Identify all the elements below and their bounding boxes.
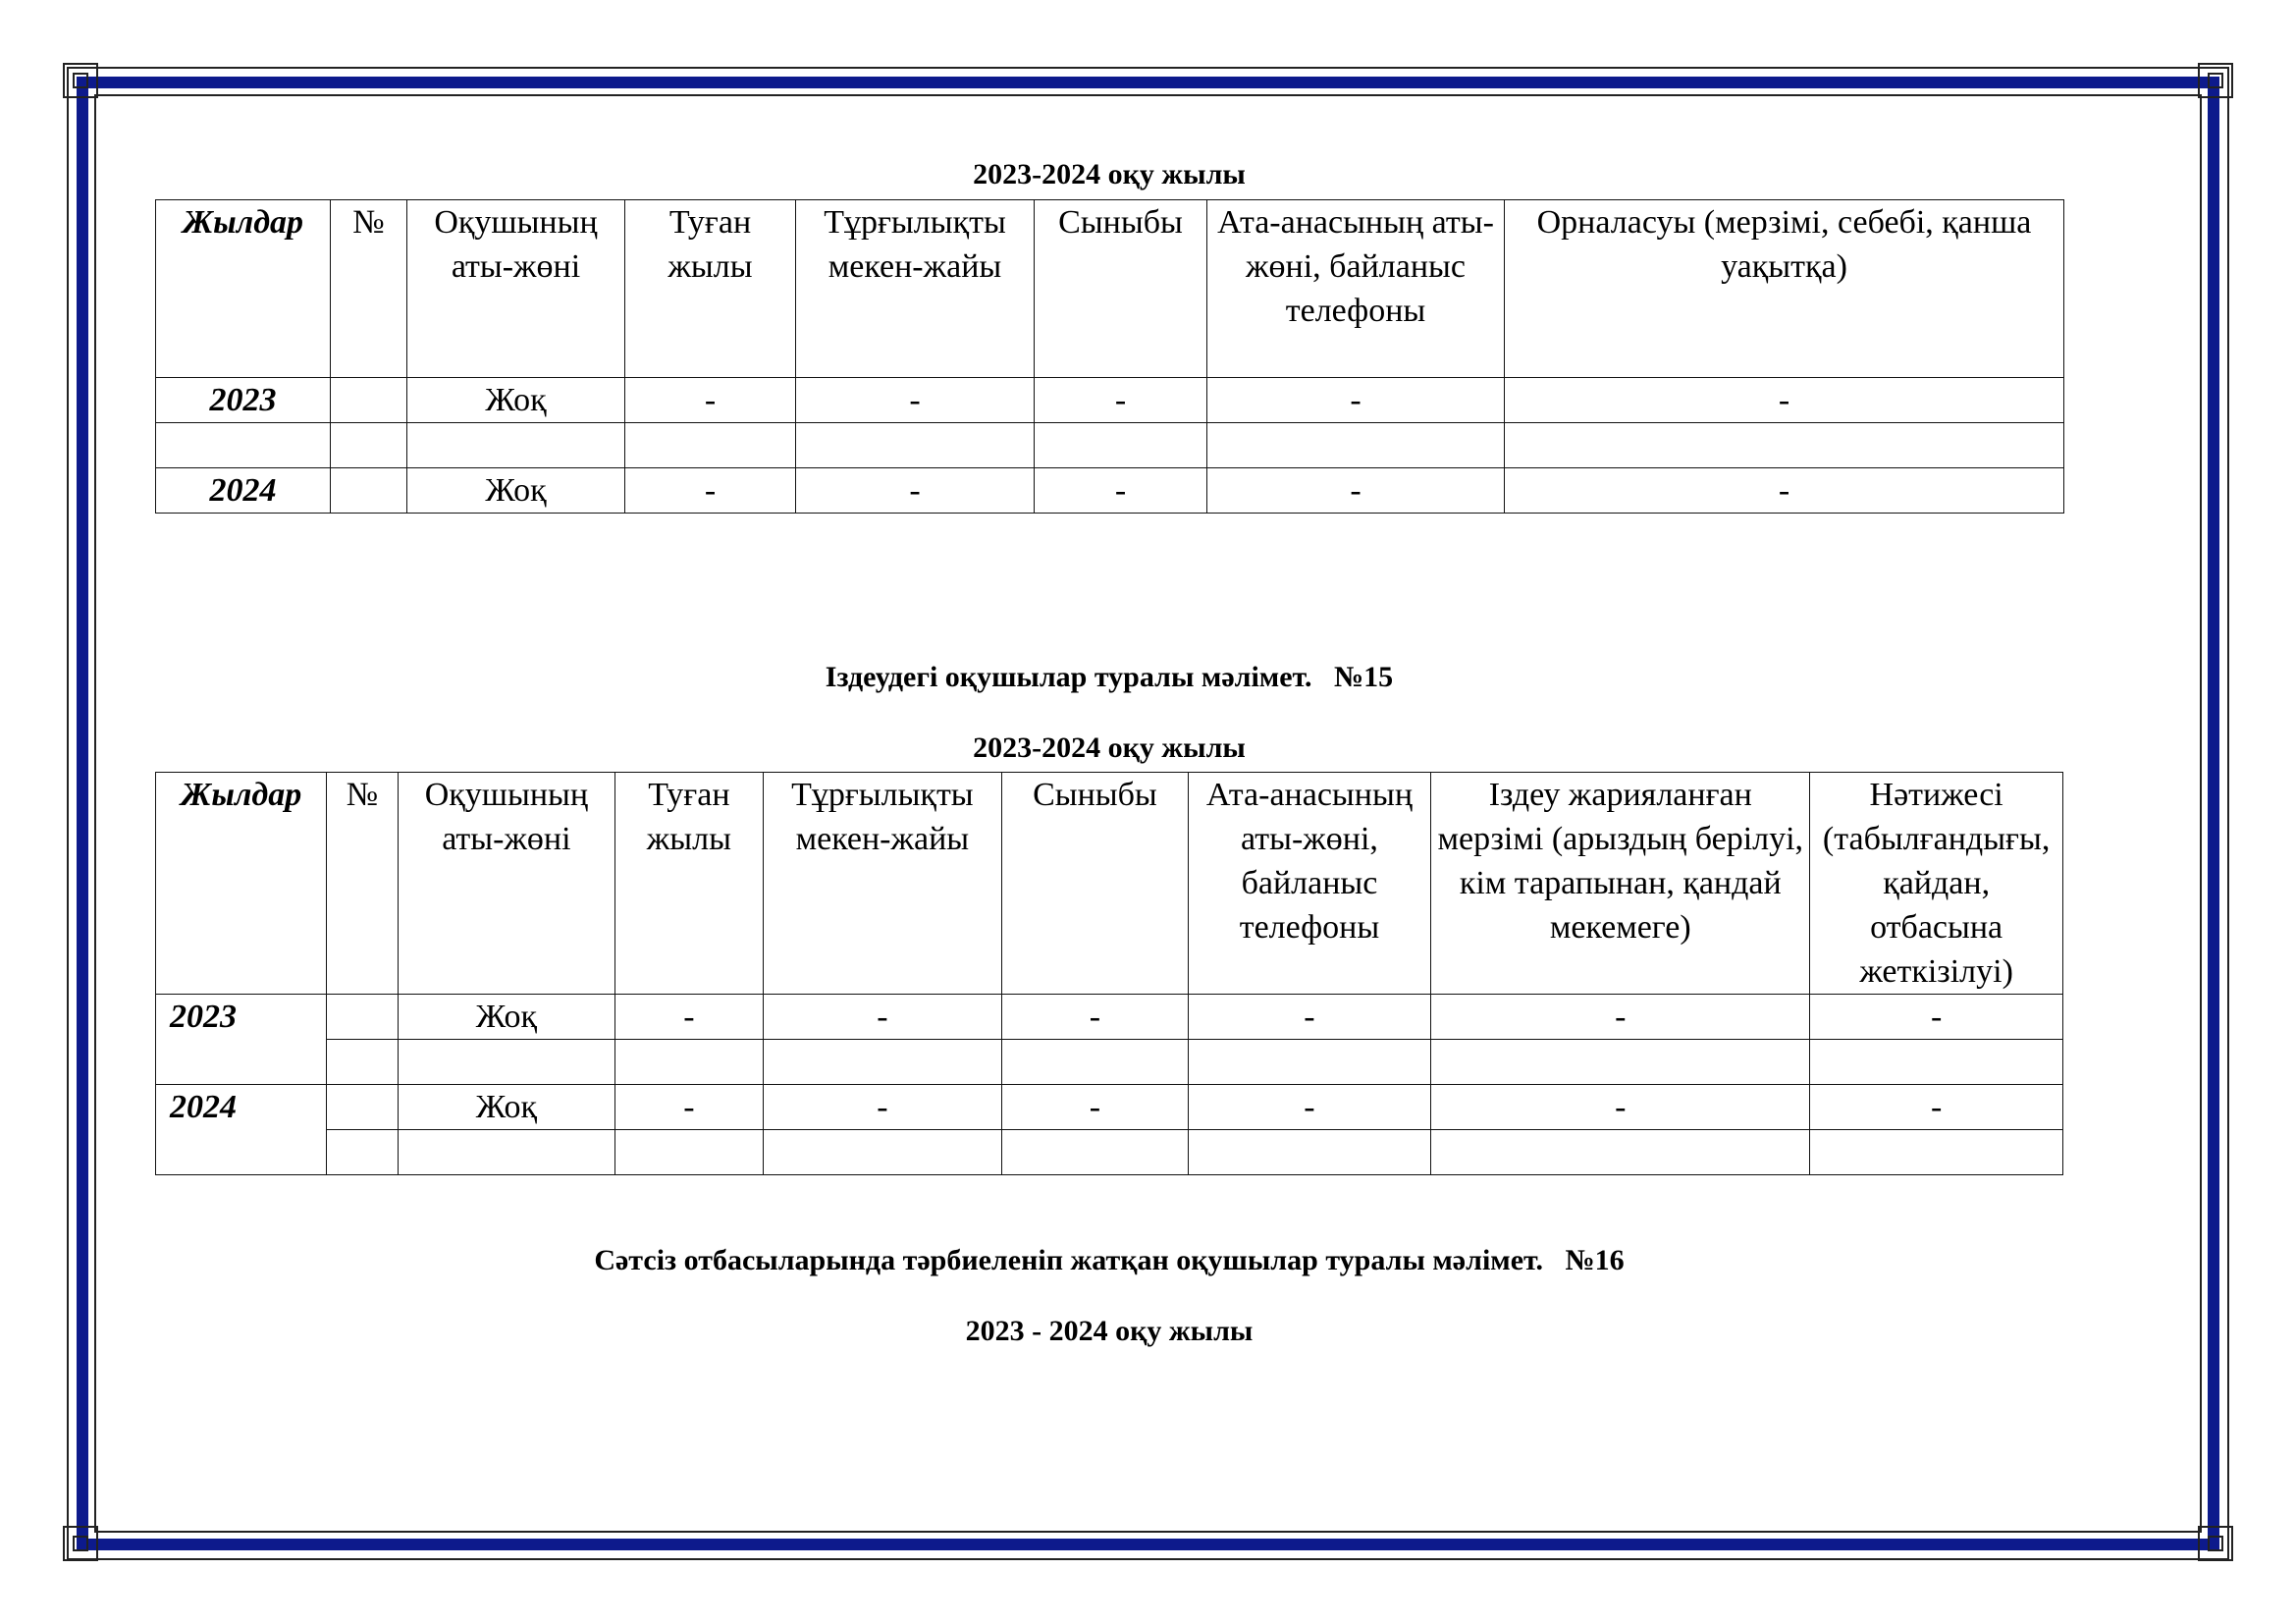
table-cell: - <box>1035 468 1207 514</box>
table-cell <box>398 1130 615 1175</box>
section16-caption: 2023 - 2024 оқу жылы <box>965 1315 1254 1347</box>
table-row <box>156 1085 2063 1130</box>
frame-corner-ornament <box>63 1526 98 1561</box>
header-placement: Орналасуы (мерзімі, себебі, қанша уақытқа) <box>1505 200 2064 378</box>
header-address: Тұрғылықты мекен-жайы <box>763 773 1002 995</box>
table-cell <box>1207 423 1505 468</box>
table-row <box>156 378 2064 423</box>
table-cell <box>327 1040 398 1085</box>
table-cell: - <box>763 995 1002 1040</box>
table-cell: - <box>1431 995 1810 1040</box>
header-address: Тұрғылықты мекен-жайы <box>796 200 1035 378</box>
table-cell: - <box>625 378 796 423</box>
header-birth-year: Туған жылы <box>625 200 796 378</box>
table-cell: - <box>1505 378 2064 423</box>
table-cell: - <box>763 1085 1002 1130</box>
table-cell: - <box>1188 995 1431 1040</box>
table-cell: Жоқ <box>407 468 625 514</box>
table-cell: - <box>1505 468 2064 514</box>
header-number: № <box>331 200 407 378</box>
header-parents: Ата-анасының аты-жөні, байланыс телефоны <box>1207 200 1505 378</box>
year-cell: 2023 <box>156 995 327 1085</box>
frame-corner-ornament <box>2198 63 2233 98</box>
table-cell <box>331 378 407 423</box>
table-cell <box>398 1040 615 1085</box>
header-number: № <box>327 773 398 995</box>
table-cell <box>1431 1130 1810 1175</box>
table-cell: - <box>1188 1085 1431 1130</box>
table-cell: Жоқ <box>398 995 615 1040</box>
table-cell <box>327 995 398 1040</box>
table-cell <box>615 1130 763 1175</box>
table-row <box>156 423 2064 468</box>
table-cell: - <box>1810 1085 2063 1130</box>
table-cell <box>763 1130 1002 1175</box>
table-cell <box>625 423 796 468</box>
table-cell <box>1002 1130 1188 1175</box>
table-row <box>156 1130 2063 1175</box>
header-birth-year: Туған жылы <box>615 773 763 995</box>
table-cell: Жоқ <box>398 1085 615 1130</box>
header-years: Жылдар <box>156 200 331 378</box>
table-cell: Жоқ <box>407 378 625 423</box>
year-cell: 2024 <box>156 468 331 514</box>
table-cell <box>407 423 625 468</box>
table-cell <box>615 1040 763 1085</box>
table-cell: - <box>1431 1085 1810 1130</box>
frame-corner-ornament <box>2198 1526 2233 1561</box>
table-cell <box>1188 1130 1431 1175</box>
table-cell <box>1505 423 2064 468</box>
table-cell: - <box>1207 378 1505 423</box>
header-student-name: Оқушының аты-жөні <box>398 773 615 995</box>
table-cell: - <box>1002 995 1188 1040</box>
frame-corner-ornament <box>63 63 98 98</box>
table-cell <box>331 468 407 514</box>
table-cell: - <box>615 995 763 1040</box>
table-cell: - <box>796 378 1035 423</box>
table-cell <box>331 423 407 468</box>
table1-caption: 2023-2024 оқу жылы <box>973 158 1246 190</box>
table-cell <box>327 1130 398 1175</box>
table-cell <box>1810 1130 2063 1175</box>
table-cell <box>327 1085 398 1130</box>
section16-title: Сәтсіз отбасыларында тәрбиеленіп жатқан оқушылар туралы мәлімет. №16 <box>594 1244 1625 1276</box>
section15-caption: 2023-2024 оқу жылы <box>973 731 1246 764</box>
header-class: Сыныбы <box>1002 773 1188 995</box>
table-cell: - <box>796 468 1035 514</box>
table-cell: - <box>615 1085 763 1130</box>
table-row <box>156 1040 2063 1085</box>
table-cell: - <box>1207 468 1505 514</box>
header-student-name: Оқушының аты-жөні <box>407 200 625 378</box>
header-class: Сыныбы <box>1035 200 1207 378</box>
table-cell <box>1035 423 1207 468</box>
table-cell: - <box>1002 1085 1188 1130</box>
table-cell: - <box>1810 995 2063 1040</box>
table-cell <box>1002 1040 1188 1085</box>
table-cell <box>796 423 1035 468</box>
section15-title: Іздеудегі оқушылар туралы мәлімет. №15 <box>825 661 1394 693</box>
wanted-students-table <box>155 772 2063 1175</box>
year-cell <box>156 423 331 468</box>
placement-table <box>155 199 2064 514</box>
table-cell <box>1431 1040 1810 1085</box>
header-search-date: Іздеу жарияланған мерзімі (арыздың берілуі, кім тарапынан, қандай мекемеге) <box>1431 773 1810 995</box>
table-cell: - <box>625 468 796 514</box>
table-cell: - <box>1035 378 1207 423</box>
table-row <box>156 468 2064 514</box>
table-row <box>156 995 2063 1040</box>
table-cell <box>763 1040 1002 1085</box>
year-cell: 2024 <box>156 1085 327 1175</box>
table-cell <box>1810 1040 2063 1085</box>
header-parents: Ата-анасының аты-жөні, байланыс телефоны <box>1188 773 1431 995</box>
table-cell <box>1188 1040 1431 1085</box>
header-result: Нәтижесі (табылғандығы, қайдан, отбасына жеткізілуі) <box>1810 773 2063 995</box>
header-years: Жылдар <box>156 773 327 995</box>
year-cell: 2023 <box>156 378 331 423</box>
